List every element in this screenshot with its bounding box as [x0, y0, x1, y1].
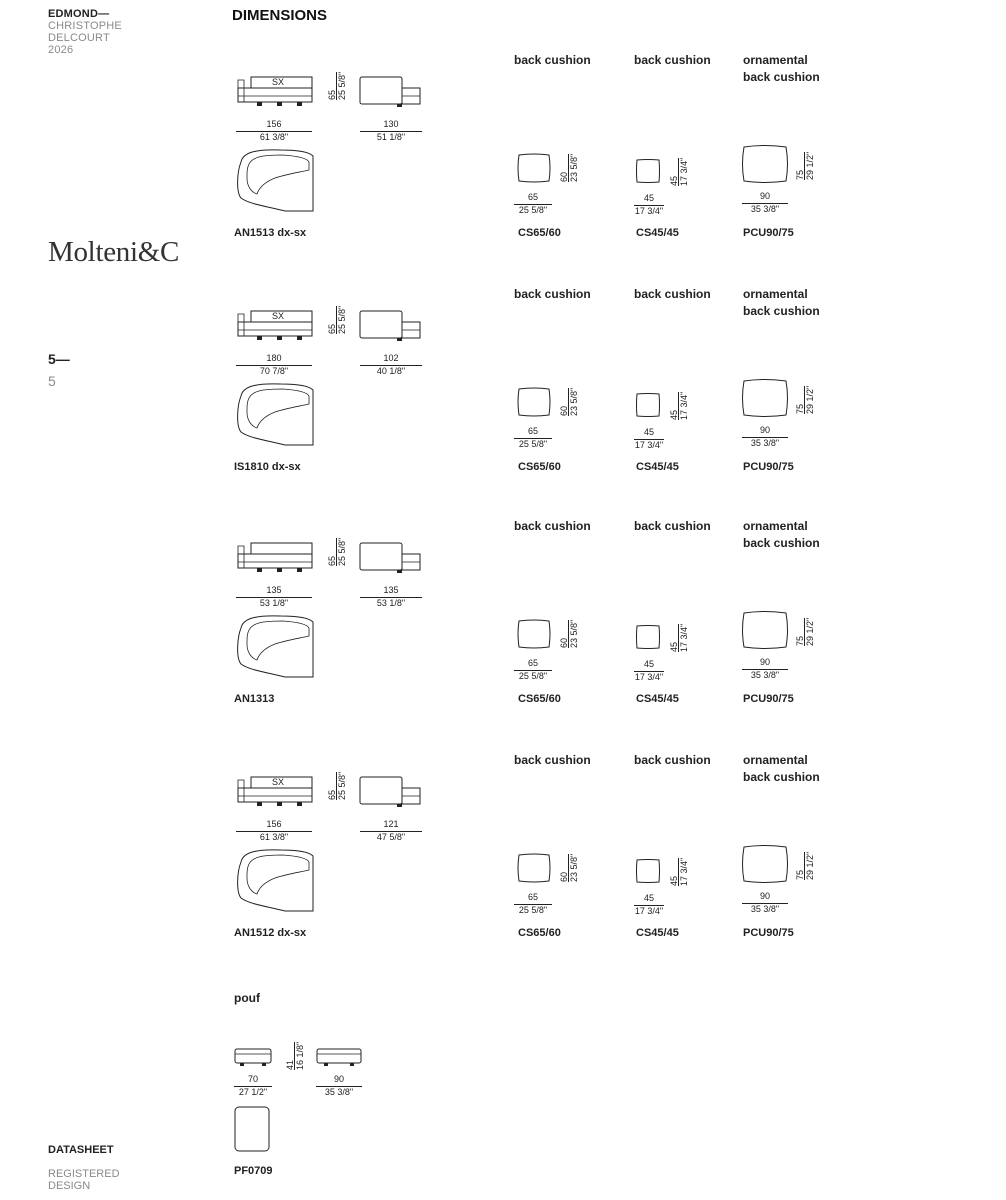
- ornamental-cushion-width: 90 35 3/8": [742, 191, 788, 215]
- year: 2026: [48, 44, 74, 56]
- front-width-dimension: 135 53 1/8": [236, 585, 312, 609]
- product-section-large-corner-element: [0, 0, 1006, 240]
- front-width-dimension: 156 61 3/8": [236, 119, 312, 143]
- cushion-45-width: 45 17 3/4": [634, 893, 664, 916]
- ornamental-cushion-label: ornamental back cushion: [743, 519, 820, 550]
- model-name: EDMOND—: [48, 8, 110, 20]
- ornamental-cushion-drawing: [742, 611, 788, 649]
- ornamental-cushion-drawing: [742, 145, 788, 183]
- height-dimension: 65 25 5/8": [327, 771, 347, 800]
- product-code: AN1313: [234, 693, 275, 705]
- ornamental-cushion-code: PCU90/75: [743, 927, 794, 939]
- cushion-45-height: 45 17 3/4": [669, 157, 689, 186]
- cushion-65-height: 60 23 5/8": [559, 153, 579, 182]
- side-depth-dimension: 102 40 1/8": [360, 353, 422, 377]
- product-code: AN1513 dx-sx: [234, 227, 307, 239]
- cushion-45-code: CS45/45: [636, 227, 679, 239]
- cushion-45-drawing: [636, 159, 660, 183]
- side-view-drawing: [359, 76, 421, 108]
- cushion-65-code: CS65/60: [518, 927, 561, 939]
- plan-view-drawing: [235, 848, 315, 914]
- cushion-45-drawing: [636, 393, 660, 417]
- cushion-65-height: 60 23 5/8": [559, 619, 579, 648]
- cushion-65-height: 60 23 5/8": [559, 853, 579, 882]
- ornamental-cushion-label: ornamental back cushion: [743, 287, 820, 318]
- ornamental-cushion-label: ornamental back cushion: [743, 53, 820, 84]
- cushion-65-drawing: [517, 619, 551, 649]
- ornamental-cushion-width: 90 35 3/8": [742, 657, 788, 681]
- back-cushion-label: back cushion: [514, 753, 591, 767]
- cushion-65-width: 65 25 5/8": [514, 658, 552, 682]
- pouf-code: PF0709: [234, 1165, 273, 1177]
- cushion-65-code: CS65/60: [518, 227, 561, 239]
- product-code: IS1810 dx-sx: [234, 461, 301, 473]
- cushion-65-drawing: [517, 387, 551, 417]
- back-cushion-label: back cushion: [514, 287, 591, 301]
- datasheet-footer: [48, 1144, 120, 1192]
- ornamental-cushion-height: 75 29 1/2": [795, 151, 815, 180]
- back-cushion-label: back cushion: [634, 519, 711, 533]
- cushion-65-code: CS65/60: [518, 693, 561, 705]
- ornamental-cushion-code: PCU90/75: [743, 227, 794, 239]
- ornamental-cushion-drawing: [742, 845, 788, 883]
- pouf-plan-drawing: [234, 1106, 270, 1152]
- cushion-45-code: CS45/45: [636, 693, 679, 705]
- ornamental-cushion-height: 75 29 1/2": [795, 851, 815, 880]
- cushion-65-width: 65 25 5/8": [514, 192, 552, 216]
- pouf-front-dimension: 70 27 1/2": [234, 1074, 272, 1098]
- pouf-height-dimension: 41 16 1/8": [285, 1041, 305, 1070]
- brand-logo: Molteni&C: [48, 236, 180, 268]
- registered-label: REGISTERED: [48, 1168, 120, 1180]
- ornamental-cushion-height: 75 29 1/2": [795, 385, 815, 414]
- orientation-mark: SX: [272, 777, 285, 787]
- side-depth-dimension: 121 47 5/8": [360, 819, 422, 843]
- side-view-drawing: [359, 776, 421, 808]
- height-dimension: 65 25 5/8": [327, 537, 347, 566]
- side-depth-dimension: 135 53 1/8": [360, 585, 422, 609]
- designer-first-name: CHRISTOPHE: [48, 20, 122, 32]
- product-section-corner-element: [0, 700, 1006, 940]
- ornamental-cushion-width: 90 35 3/8": [742, 891, 788, 915]
- pouf-side-dimension: 90 35 3/8": [316, 1074, 362, 1098]
- cushion-45-width: 45 17 3/4": [634, 427, 664, 450]
- pouf-side-drawing: [316, 1046, 362, 1068]
- back-cushion-label: back cushion: [514, 519, 591, 533]
- height-dimension: 65 25 5/8": [327, 71, 347, 100]
- page-total: 5: [48, 373, 56, 389]
- plan-view-drawing: [235, 148, 315, 214]
- pouf-title: pouf: [234, 991, 260, 1005]
- back-cushion-label: back cushion: [634, 53, 711, 67]
- side-view-drawing: [359, 310, 421, 342]
- side-depth-dimension: 130 51 1/8": [360, 119, 422, 143]
- orientation-mark: SX: [272, 311, 285, 321]
- cushion-65-drawing: [517, 153, 551, 183]
- design-label: DESIGN: [48, 1180, 91, 1192]
- cushion-65-width: 65 25 5/8": [514, 892, 552, 916]
- product-section-island-element: [0, 234, 1006, 474]
- back-cushion-label: back cushion: [514, 53, 591, 67]
- ornamental-cushion-code: PCU90/75: [743, 461, 794, 473]
- cushion-65-code: CS65/60: [518, 461, 561, 473]
- cushion-65-drawing: [517, 853, 551, 883]
- cushion-45-drawing: [636, 859, 660, 883]
- cushion-45-code: CS45/45: [636, 461, 679, 473]
- cushion-45-height: 45 17 3/4": [669, 857, 689, 886]
- cushion-45-code: CS45/45: [636, 927, 679, 939]
- front-width-dimension: 156 61 3/8": [236, 819, 312, 843]
- datasheet-label: DATASHEET: [48, 1144, 114, 1156]
- page-current: 5—: [48, 351, 70, 367]
- back-cushion-label: back cushion: [634, 287, 711, 301]
- cushion-45-width: 45 17 3/4": [634, 193, 664, 216]
- cushion-45-width: 45 17 3/4": [634, 659, 664, 682]
- designer-last-name: DELCOURT: [48, 32, 110, 44]
- cushion-45-height: 45 17 3/4": [669, 391, 689, 420]
- product-code: AN1512 dx-sx: [234, 927, 307, 939]
- cushion-45-drawing: [636, 625, 660, 649]
- cushion-65-height: 60 23 5/8": [559, 387, 579, 416]
- pouf-front-drawing: [234, 1046, 272, 1068]
- ornamental-cushion-width: 90 35 3/8": [742, 425, 788, 449]
- ornamental-cushion-height: 75 29 1/2": [795, 617, 815, 646]
- plan-view-drawing: [235, 382, 315, 448]
- height-dimension: 65 25 5/8": [327, 305, 347, 334]
- cushion-45-height: 45 17 3/4": [669, 623, 689, 652]
- product-section-corner: [0, 466, 1006, 706]
- plan-view-drawing: [235, 614, 315, 680]
- ornamental-cushion-label: ornamental back cushion: [743, 753, 820, 784]
- page-title: DIMENSIONS: [232, 7, 328, 24]
- back-cushion-label: back cushion: [634, 753, 711, 767]
- cushion-65-width: 65 25 5/8": [514, 426, 552, 450]
- front-view-drawing: [237, 542, 313, 574]
- front-width-dimension: 180 70 7/8": [236, 353, 312, 377]
- side-view-drawing: [359, 542, 421, 574]
- ornamental-cushion-drawing: [742, 379, 788, 417]
- ornamental-cushion-code: PCU90/75: [743, 693, 794, 705]
- orientation-mark: SX: [272, 77, 285, 87]
